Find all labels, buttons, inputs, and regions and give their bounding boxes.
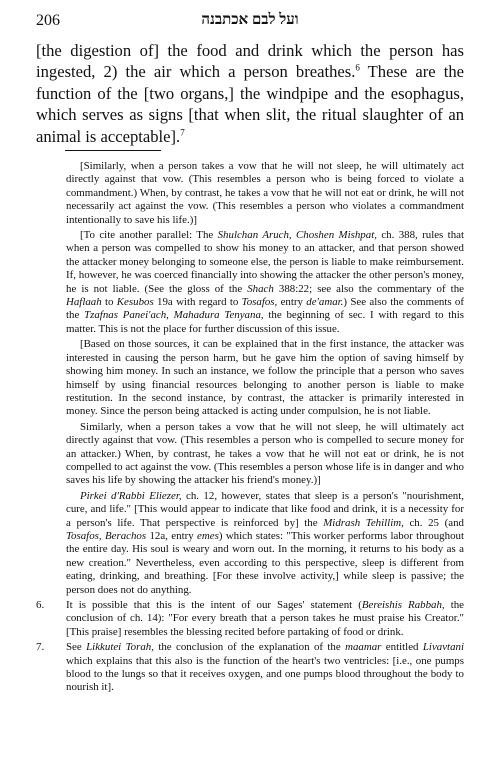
main-text: [the digestion of] the food and drink which the person has ingested, 2) the air which a person breathes. — [36, 41, 464, 82]
page-number: 206 — [36, 12, 60, 29]
citation: de'amar. — [306, 296, 344, 309]
citation: Kesubos — [116, 296, 154, 309]
footnote-6: 6. It is possible that this is the intent of our Sages' statement (Bereishis Rabbah, the conclusion of ch. 14): "For every breath that a person takes he must praise his Creator." [This praise] resembles the blessing recited before partaking of food or drink. — [36, 599, 465, 638]
footnote-paragraph: [Similarly, when a person takes a vow that he will not sleep, he will ultimately act directly against that vow. (This resembles a person who is being forced to violate a commandment.) When, by contrast, he takes a vow that he will not eat or drink, he will not necessarily act against the vow. (This resembles a person who violates a commandment intentionally to save his life.)] — [66, 160, 464, 226]
footnote-paragraph: Similarly, when a person takes a vow that he will not sleep, he will ultimately act directly against that vow. (This resembles a person who is compelled to secure money for an attacker.) When, by contrast, he takes a vow that he will not eat or drink, he is not compelled to act against the vow. (This resembles a person whose life is in danger and who saves his life by showing the attacker his friend's money.)] — [66, 420, 464, 487]
footnote-ref-6: 6 — [355, 62, 360, 73]
citation: Tosafos, Berachos — [66, 529, 147, 542]
footnote-ref-7: 7 — [180, 127, 185, 138]
citation: maamar — [345, 641, 382, 654]
citation: Haflaah — [66, 296, 102, 309]
citation: Bereishis Rabbah, — [361, 599, 445, 611]
citation: Tosafos, — [241, 296, 278, 309]
citation: Shach — [247, 282, 274, 295]
citation: emes — [197, 529, 219, 542]
citation: Shulchan Aruch, — [217, 229, 292, 242]
footnote-number: 7. — [36, 641, 45, 654]
footnote-paragraph: [Based on those sources, it can be explained that in the first instance, the attacker was interested in causing the person harm, but he gave him the option of saving himself by showing him money. In such an instance, we follow the principle that a person who saves himself by using financial resources belonging to another person is liable to make restitution. In the second instance, by contrast, the attacker is primarily interested in money. Since the person being attacked is acting under compulsion, he is not liable. — [66, 338, 464, 418]
footnote-separator — [65, 150, 161, 151]
footnote-paragraph: Pirkei d'Rabbi Eliezer, ch. 12, however, states that sleep is a person's "nourishment, cure, and life." [This would appear to indicate that like food and drink, it is a necessity for a person's life. That perspective is reinforced by] the Midrash Tehillim, ch. 25 (and Tosafos, Berachos 12a, entry emes) which states: "This worker performs labor throughout the entire day. His soul is weary and worn out. In the morning, it returns to his body as a new creation." Nevertheless, even according to this perspective, sleep is different from eating, drinking, and breathing. [For these involve activity,] while sleep is passive; the person does not do anything. — [66, 489, 464, 596]
footnote-7: 7. See Likkutei Torah, the conclusion of the explanation of the maamar entitled Livavtani which explains that this also is the function of the heart's two ventricles: [i.e., one pumps blood to the lungs so that it receives oxygen, and one pumps blood throughout the body to nourish it]. — [36, 641, 464, 694]
running-title: ועל לבם אכתבנה — [201, 12, 299, 28]
running-header — [36, 12, 464, 32]
citation: Tzafnas Panei'ach, Mahadura Tenyana, — [84, 309, 264, 322]
citation: Pirkei d'Rabbi Eliezer, — [80, 489, 182, 502]
citation: Livavtani — [422, 641, 464, 654]
footnote-paragraph: [To cite another parallel: The Shulchan Aruch, Choshen Mishpat, ch. 388, rules that when a person was compelled to show his money to an attacker, and that person showed the attacker money belonging to someone else, the person is liable to make reimbursement. If, however, he was coerced financially into showing the attacker the other person's money, he is not liable. (See the gloss of the Shach 388:22; see also the commentary of the Haflaah to Kesubos 19a with regard to Tosafos, entry de'amar.) See also the comments of the Tzafnas Panei'ach, Mahadura Tenyana, the beginning of sec. I with regard to this matter. This is not the place for further discussion of this issue. — [66, 229, 465, 335]
citation: Choshen Mishpat, — [296, 229, 377, 242]
footnote-number: 6. — [36, 599, 45, 611]
footnotes — [36, 160, 464, 697]
main-text: These are the function of the [two organs,] the windpipe and the esophagus, which serves as signs [that when slit, the ritual slaughter of an animal is acceptable]. — [36, 62, 464, 146]
main-paragraph — [36, 40, 464, 147]
citation: Midrash Tehillim, — [323, 516, 404, 529]
citation: Likkutei Torah, — [86, 641, 154, 654]
